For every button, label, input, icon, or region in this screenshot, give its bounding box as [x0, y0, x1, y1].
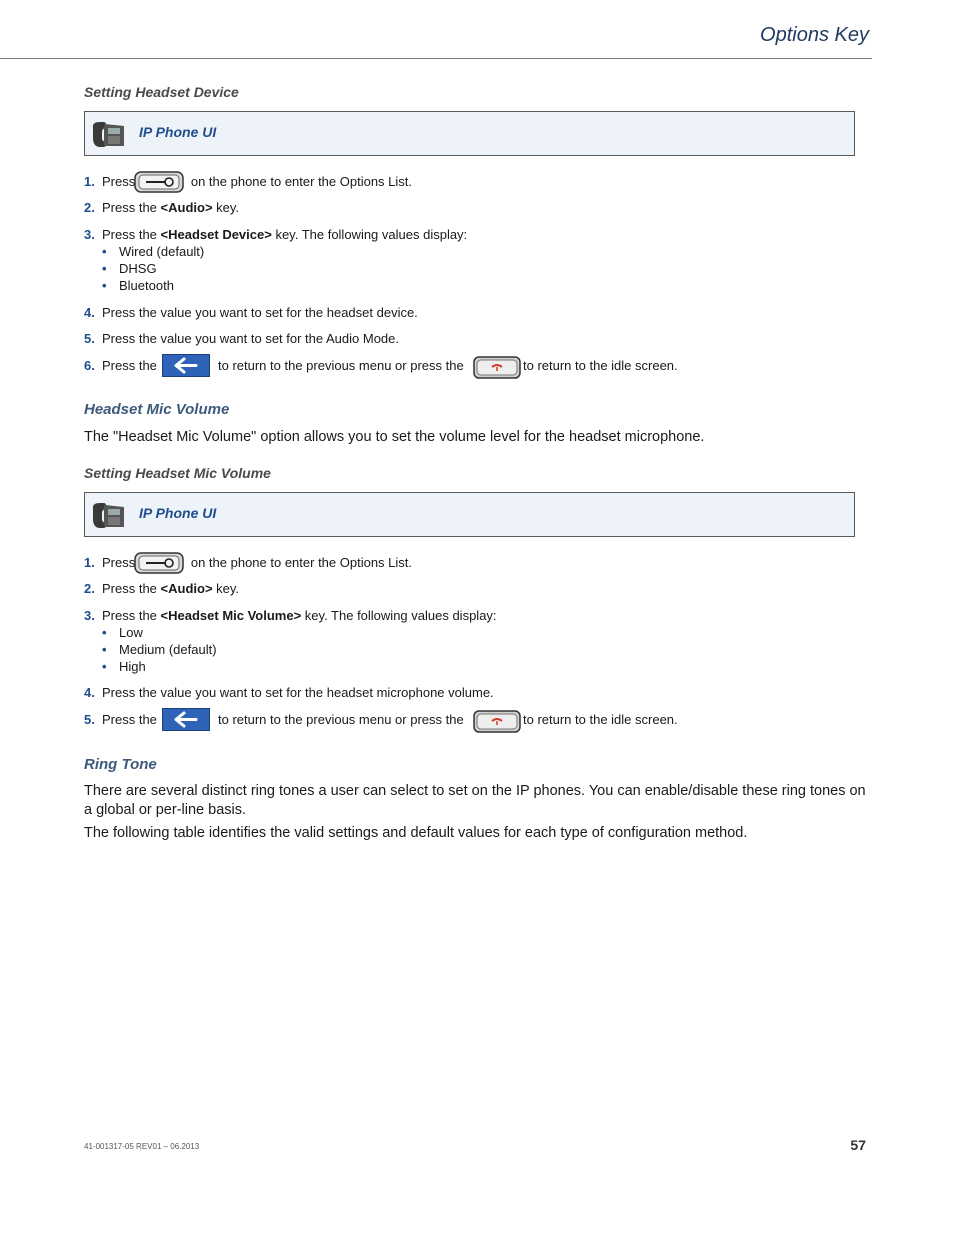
list-item: • High [102, 659, 146, 674]
phone-icon [90, 118, 126, 148]
back-arrow-key-icon[interactable] [162, 354, 210, 377]
step-4: 4. Press the value you want to set for the headset device. [84, 305, 418, 320]
subhead-setting-headset-device: Setting Headset Device [84, 84, 239, 100]
options-key-icon[interactable] [134, 171, 184, 193]
step-5-post: to return to the idle screen. [523, 712, 678, 727]
paragraph-headset-mic-volume: The "Headset Mic Volume" option allows you to set the volume level for the headset microphone. [84, 429, 705, 445]
phone-icon [90, 499, 126, 529]
ip-phone-ui-label: IP Phone UI [139, 124, 217, 140]
step-1: 1. Press on the phone to enter the Options List. [84, 555, 413, 570]
end-call-key-icon[interactable] [473, 356, 521, 379]
list-item: • Wired (default) [102, 244, 205, 259]
step-2: 2. Press the <Audio> key. [84, 581, 240, 596]
back-arrow-key-icon[interactable] [162, 708, 210, 731]
ip-phone-ui-label: IP Phone UI [139, 505, 217, 521]
step-6: 6. Press the [84, 358, 157, 373]
step-6-post: to return to the idle screen. [523, 358, 678, 373]
subhead-setting-headset-mic-volume: Setting Headset Mic Volume [84, 465, 271, 481]
step-5-mid: to return to the previous menu or press the [218, 712, 464, 727]
options-key-icon[interactable] [134, 552, 184, 574]
step-6-mid: to return to the previous menu or press the [218, 358, 464, 373]
step-5: 5. Press the value you want to set for the Audio Mode. [84, 331, 400, 346]
header-rule [0, 58, 872, 59]
paragraph-ring-tone-1: There are several distinct ring tones a user can select to set on the IP phones. You can enable/disable these ring tones on a global or per-line basis. [84, 783, 866, 818]
heading-ring-tone: Ring Tone [84, 756, 157, 773]
ip-phone-ui-box [84, 111, 855, 156]
step-2: 2. Press the <Audio> key. [84, 200, 240, 215]
list-item: • Medium (default) [102, 642, 217, 657]
list-item: • Low [102, 625, 143, 640]
page-number: 57 [850, 1137, 866, 1153]
footer-doc-id: 41-001317-05 REV01 – 06.2013 [84, 1142, 200, 1151]
step-1: 1. Press on the phone to enter the Options List. [84, 174, 413, 189]
step-4: 4. Press the value you want to set for the headset microphone volume. [84, 685, 494, 700]
list-item: • Bluetooth [102, 278, 174, 293]
step-3: 3. Press the <Headset Mic Volume> key. The following values display: [84, 608, 497, 623]
header-title: Options Key [760, 24, 869, 46]
heading-headset-mic-volume: Headset Mic Volume [84, 401, 230, 418]
end-call-key-icon[interactable] [473, 710, 521, 733]
step-5: 5. Press the [84, 712, 157, 727]
step-3: 3. Press the <Headset Device> key. The following values display: [84, 227, 468, 242]
list-item: • DHSG [102, 261, 157, 276]
ip-phone-ui-box [84, 492, 855, 537]
paragraph-ring-tone-2: The following table identifies the valid settings and default values for each type of configuration method. [84, 825, 748, 841]
